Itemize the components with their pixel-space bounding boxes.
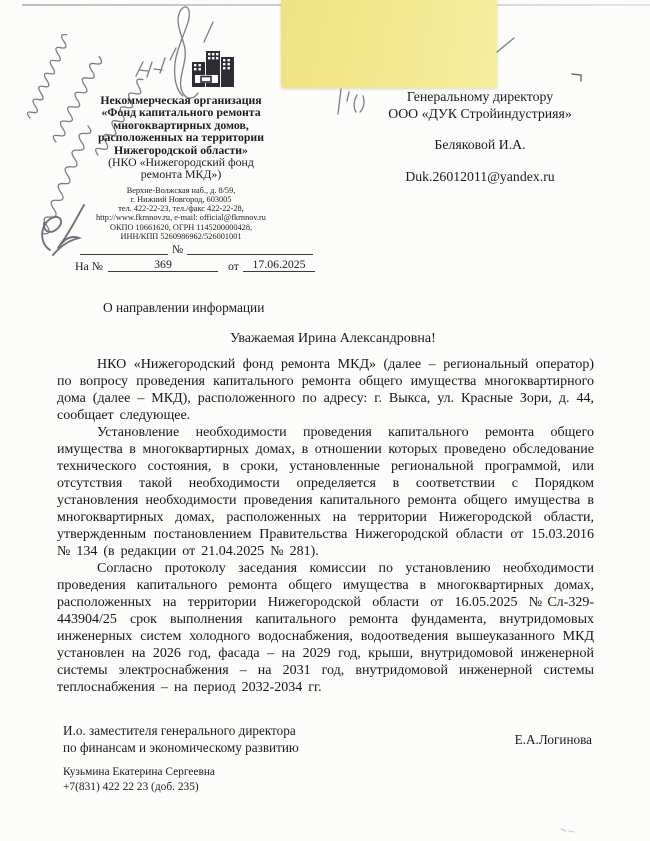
body-paragraph: Установление необходимости проведения капитального ремонта общего имущества в многоквартирных домах, в отношении которых проведено обследование технического состояния, в сроки, установленные региональной программой, или отсутствия такой необходимости определяется в соответствии с Порядком установления необходимости проведения капитального ремонта общего имущества в многоквартирных домах, расположенных на территории Нижегородской области, утвержденным постановлением Правительства Нижегородской области от 15.03.2016 № 134 (в редакции от 21.04.2025 № 281). xyxy=(57,425,594,559)
body-paragraph: Согласно протоколу заседания комиссии по установлению необходимости проведения капитального ремонта общего имущества в многоквартирных домах, расположенных на территории Нижегородской области от 16.05.2025 №Сл-329-443904/25 срок выполнения капитального ремонта фундамента, внутридомовых инженерных систем холодного водоснабжения, водоотведения вышеуказанного МКД установлен на 2026 год, фасада – на 2029 год, крыши, внутридомовой инженерной системы электроснабжения – на 2031 год, внутридомовой инженерной системы теплоснабжения – на период 2032-2034 гг. xyxy=(57,561,594,695)
org-short-name-line: (НКО «Нижегородский фонд xyxy=(108,155,254,170)
handwriting-corner-mark xyxy=(572,74,581,81)
address-line: г. Нижний Новгород, 603005 xyxy=(130,195,232,205)
sticky-note xyxy=(281,0,497,88)
incoming-date-value: 17.06.2025 xyxy=(243,257,315,272)
recipient-title: Генеральному директору xyxy=(406,89,554,104)
recipient-email: Duk.26012011@yandex.ru xyxy=(405,169,555,184)
incoming-number-label: На № xyxy=(75,259,103,273)
incoming-number-value: 369 xyxy=(108,257,218,272)
org-name-line: «Фонд капитального ремонта xyxy=(101,105,261,120)
outgoing-number-blank-line xyxy=(80,240,168,255)
handwriting-diagonal-dash xyxy=(497,38,514,52)
signature-block xyxy=(63,723,592,756)
body-paragraph: НКО «Нижегородский фонд ремонта МКД» (далее – региональный оператор) по вопросу проведения капитального ремонта общего имущества многоквартирного дома (далее – МКД), расположенного по адресу: г. Выкса, ул. Красные Зори, д. 44, сообщает следующее. xyxy=(57,357,594,423)
address-line: http://www.fkrnnov.ru, e-mail: official@fkrnnov.ru xyxy=(96,213,266,223)
address-line: тел. 422-22-23, тел./факс 422-22-28, xyxy=(118,204,244,214)
letter-body xyxy=(57,356,594,696)
address-line: Верхне-Волжская наб., д. 8/59, xyxy=(126,185,236,195)
outgoing-date-blank-line xyxy=(187,240,313,255)
signer-position-line: И.о. заместителя генерального директора xyxy=(63,723,296,738)
letterhead xyxy=(62,94,300,241)
org-name-line: многоквартирных домов, xyxy=(113,117,249,132)
org-name-line: расположенных на территории xyxy=(97,130,265,145)
address-line: ИНН/КПП 5260986962/526001001 xyxy=(120,231,242,241)
address-line: ОКПО 10661620, ОГРН 1145200000428, xyxy=(109,222,253,232)
org-name-line: Некоммерческая организация xyxy=(100,93,262,107)
executor-name: Кузьмина Екатерина Сергеевна xyxy=(63,766,215,778)
handwriting-apostrophe-stroke xyxy=(204,22,213,42)
recipient-name: Беляковой И.А. xyxy=(434,137,526,152)
recipient-block xyxy=(355,88,605,185)
executor-phone: +7(831) 422 22 23 (доб. 235) xyxy=(63,780,199,793)
organization-logo-icon xyxy=(189,45,237,93)
incoming-date-label: от xyxy=(228,259,239,273)
signer-name: Е.А.Логинова xyxy=(514,732,592,747)
salutation: Уважаемая Ирина Александровна! xyxy=(230,331,436,346)
subject-line: О направлении информации xyxy=(103,300,265,315)
executor-block xyxy=(63,765,215,794)
recipient-organization: ООО «ДУК Стройиндустрияя» xyxy=(388,106,572,121)
org-address-block xyxy=(62,186,300,241)
handwriting-kz-nn-mark xyxy=(136,48,176,77)
handwriting-bottom-faint-mark xyxy=(561,829,574,832)
org-short-name-line: ремонта МКД») xyxy=(140,167,222,182)
org-name-line: Нижегородской области» xyxy=(114,142,248,157)
signer-position-line: по финансам и экономическому развитию xyxy=(63,739,299,755)
outgoing-number-label: № xyxy=(172,242,184,256)
